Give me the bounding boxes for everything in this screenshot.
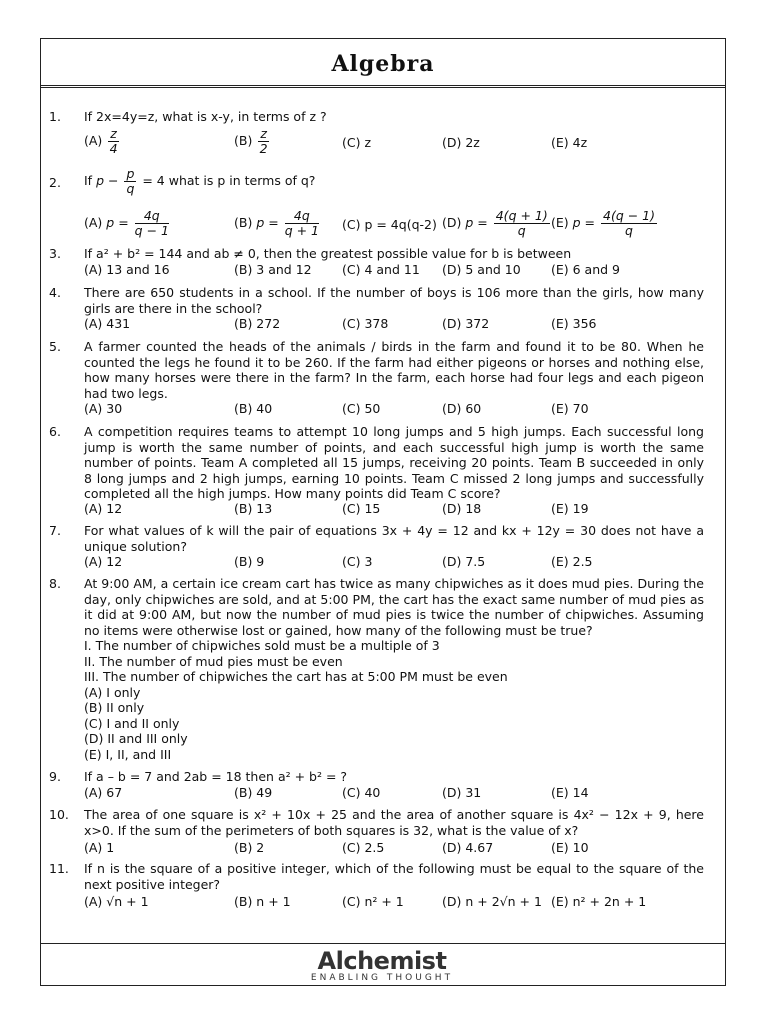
page-title: Algebra xyxy=(331,51,435,77)
option-b: (B) $\frac{z}{2}$ xyxy=(234,126,268,156)
question-text: The area of one square is x² + 10x + 25 and the area of another square is 4x² − 12x + 9, here x>0. If the sum of the perimeters of both squares is 32, what is the value of x? xyxy=(84,807,704,838)
option-c: (C) 15 xyxy=(342,501,381,516)
option-c: (C) 3 xyxy=(342,554,373,569)
option-c: (C) 40 xyxy=(342,785,381,800)
options-row xyxy=(84,501,704,517)
option-b: (B) 9 xyxy=(234,554,265,569)
option-a: (A) 1 xyxy=(84,840,115,855)
option-b: (B) p = $\frac{4q}{q + 1}$ xyxy=(234,208,319,238)
options-row xyxy=(84,126,704,156)
option-c: (C) 50 xyxy=(342,401,381,416)
option-b: (B) II only xyxy=(84,700,145,715)
option-b: (B) 272 xyxy=(234,316,281,331)
option-e: (E) I, II, and III xyxy=(84,746,172,762)
option-c: (C) p = 4q(q-2) xyxy=(342,217,437,232)
option-d: (D) 5 and 10 xyxy=(442,262,521,277)
option-b: (B) 49 xyxy=(234,785,273,800)
footer-divider xyxy=(41,943,725,944)
question-number: 11. xyxy=(49,861,69,876)
options-row xyxy=(84,785,704,801)
option-d: (D) 2z xyxy=(442,135,480,150)
option-b: (B) 3 and 12 xyxy=(234,262,312,277)
statement-line: I. The number of chipwiches sold must be a multiple of 3 xyxy=(84,638,440,653)
option-e: (E) 10 xyxy=(551,840,589,855)
option-a: (A) √n + 1 xyxy=(84,894,149,909)
question-text: If p − $\frac{p}{q}$ = 4 what is p in terms of q? xyxy=(84,166,316,196)
question-text: A farmer counted the heads of the animals / birds in the farm and found it to be 80. When he counted the legs he found it to be 260. If the farm had either pigeons or horses and nothing else, how many horses were there in the farm? In the farm, each horse had four legs and each pigeon had two legs. xyxy=(84,339,704,401)
option-a: (A) 30 xyxy=(84,401,123,416)
option-b: (B) 2 xyxy=(234,840,265,855)
option-e: (E) n² + 2n + 1 xyxy=(551,894,647,909)
statement-line: II. The number of mud pies must be even xyxy=(84,653,343,669)
option-e: (E) 19 xyxy=(551,501,589,516)
title-divider xyxy=(41,87,725,88)
question-text: If n is the square of a positive integer, which of the following must be equal to the square of the next positive integer? xyxy=(84,861,704,892)
question-number: 2. xyxy=(49,175,61,190)
option-d: (D) 31 xyxy=(442,785,482,800)
option-e: (E) 6 and 9 xyxy=(551,262,620,277)
question-number: 5. xyxy=(49,339,61,354)
logo-wordmark: Alchemist xyxy=(317,947,447,975)
option-b: (B) n + 1 xyxy=(234,894,291,909)
question-text: At 9:00 AM, a certain ice cream cart has twice as many chipwiches as it does mud pies. During the day, only chipwiches are sold, and at 5:00 PM, the cart has the exact same number of mud pies as it did at 9:00 AM, but now the number of mud pies is twice the number of chipwiches. Assuming no items were otherwise lost or gained, how many of the following must be true? xyxy=(84,576,704,638)
option-e: (E) 4z xyxy=(551,135,588,150)
option-e: (E) 2.5 xyxy=(551,554,593,569)
option-a: (A) 67 xyxy=(84,785,123,800)
option-b: (B) 40 xyxy=(234,401,273,416)
title-row xyxy=(41,39,725,86)
option-e: (E) p = $\frac{4(q - 1)}{q}$ xyxy=(551,208,656,238)
option-d: (D) 372 xyxy=(442,316,490,331)
option-a: (A) 12 xyxy=(84,501,123,516)
option-a: (A) I only xyxy=(84,684,141,700)
option-b: (B) 13 xyxy=(234,501,273,516)
question-number: 6. xyxy=(49,424,61,439)
options-row xyxy=(84,840,704,856)
options-row xyxy=(84,894,704,910)
option-e: (E) 356 xyxy=(551,316,597,331)
option-a: (A) 431 xyxy=(84,316,131,331)
question-number: 4. xyxy=(49,285,61,300)
option-e: (E) 70 xyxy=(551,401,589,416)
options-row xyxy=(84,262,704,278)
question-number: 1. xyxy=(49,109,61,124)
statement-list xyxy=(84,638,704,762)
option-d: (D) 60 xyxy=(442,401,482,416)
statement-line: III. The number of chipwiches the cart has at 5:00 PM must be even xyxy=(84,669,508,684)
question-text: If 2x=4y=z, what is x-y, in terms of z ? xyxy=(84,109,327,124)
option-c: (C) 4 and 11 xyxy=(342,262,420,277)
option-c: (C) n² + 1 xyxy=(342,894,404,909)
question-text: A competition requires teams to attempt 10 long jumps and 5 high jumps. Each successful long jump is worth the same number of points, and each successful high jump is worth the same number of points. Team A completed all 15 jumps, receiving 20 points. Team B succeeded in only 8 long jumps and 2 high jumps, earning 10 points. Team C missed 2 long jumps and successfully completed all the high jumps. How many points did Team C score? xyxy=(84,424,704,501)
options-row xyxy=(84,316,704,332)
question-text: If a – b = 7 and 2ab = 18 then a² + b² = ? xyxy=(84,769,348,784)
option-d: (D) n + 2√n + 1 xyxy=(442,894,542,909)
option-c: (C) I and II only xyxy=(84,715,180,731)
option-d: (D) p = $\frac{4(q + 1)}{q}$ xyxy=(442,208,548,238)
options-row xyxy=(84,554,704,570)
question-number: 3. xyxy=(49,246,61,261)
question-number: 10. xyxy=(49,807,69,822)
question-text: If a² + b² = 144 and ab ≠ 0, then the greatest possible value for b is between xyxy=(84,246,572,261)
option-c: (C) 2.5 xyxy=(342,840,385,855)
option-a: (A) $\frac{z}{4}$ xyxy=(84,126,118,156)
options-row xyxy=(84,401,704,417)
alchemist-logo xyxy=(287,949,477,985)
page-frame xyxy=(40,38,726,986)
options-row xyxy=(84,208,704,238)
option-d: (D) 18 xyxy=(442,501,482,516)
option-d: (D) II and III only xyxy=(84,731,188,746)
option-d: (D) 4.67 xyxy=(442,840,494,855)
question-number: 9. xyxy=(49,769,61,784)
logo-tagline: ENABLING THOUGHT xyxy=(310,973,454,983)
option-e: (E) 14 xyxy=(551,785,589,800)
option-a: (A) 12 xyxy=(84,554,123,569)
option-c: (C) 378 xyxy=(342,316,389,331)
option-c: (C) z xyxy=(342,135,372,150)
option-a: (A) p = $\frac{4q}{q - 1}$ xyxy=(84,208,169,238)
question-number: 8. xyxy=(49,576,61,591)
question-text: There are 650 students in a school. If the number of boys is 106 more than the girls, how many girls are there in the school? xyxy=(84,285,704,316)
option-d: (D) 7.5 xyxy=(442,554,486,569)
question-number: 7. xyxy=(49,523,61,538)
question-text: For what values of k will the pair of equations 3x + 4y = 12 and kx + 12y = 30 does not have a unique solution? xyxy=(84,523,704,554)
option-a: (A) 13 and 16 xyxy=(84,262,170,277)
